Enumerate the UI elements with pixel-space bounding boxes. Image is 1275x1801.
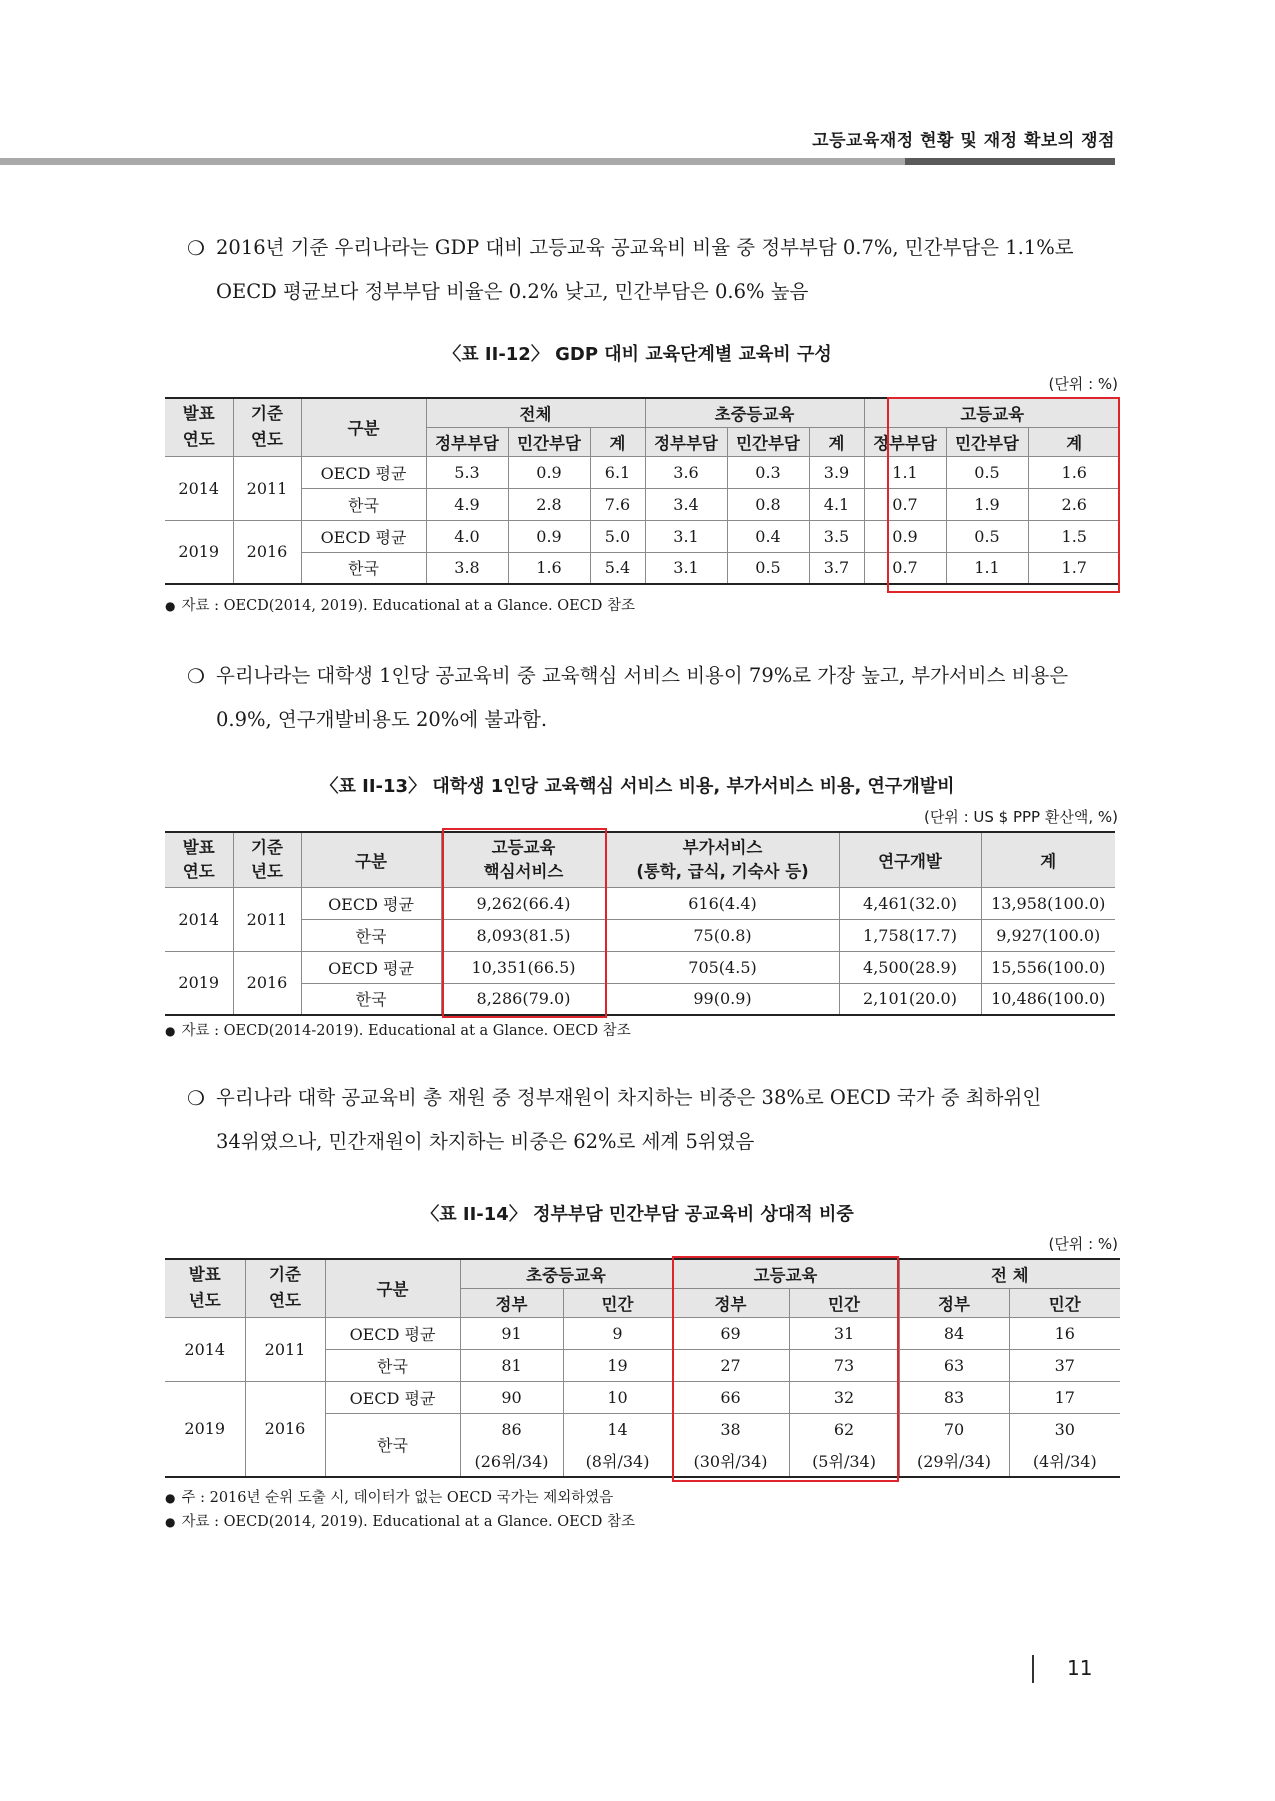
cell-base-year: 2011	[245, 1317, 325, 1381]
circle-bullet-icon: ❍	[187, 664, 205, 688]
sub-header: 정부부담	[645, 427, 727, 456]
cell: 3.7	[809, 552, 864, 584]
cell: 1,758(17.7)	[839, 919, 981, 951]
sub-header: 민간	[789, 1288, 899, 1317]
cell: 1.6	[1028, 456, 1120, 488]
sub-header: 민간부담	[508, 427, 590, 456]
bullet-icon: ●	[165, 1491, 176, 1505]
cell: 90	[460, 1381, 563, 1413]
cell: 2.8	[508, 488, 590, 520]
cell: 1.5	[1028, 520, 1120, 552]
cell: 705(4.5)	[606, 951, 839, 983]
cell-base-year: 2016	[233, 520, 301, 584]
table-13-source-note: ● 자료 : OECD(2014-2019). Educational at a Glance. OECD 참조	[165, 1023, 631, 1039]
table-13-caption: 〈표 II-13〉 대학생 1인당 교육핵심 서비스 비용, 부가서비스 비용, 연구개발비	[320, 776, 955, 797]
cell: 10,351(66.5)	[441, 951, 606, 983]
cell: 16	[1009, 1317, 1120, 1349]
group-header-k12: 초중등교육	[460, 1259, 672, 1288]
cell: 2,101(20.0)	[839, 983, 981, 1015]
table-row	[165, 919, 1115, 951]
cell: 73	[789, 1349, 899, 1381]
cell: 81	[460, 1349, 563, 1381]
cell: 66	[672, 1381, 789, 1413]
cell-label: 한국	[301, 552, 426, 584]
col-header-rnd: 연구개발	[839, 832, 981, 887]
col-header-base-year: 기준 연도	[245, 1259, 325, 1317]
paragraph-2: ❍ 우리나라는 대학생 1인당 공교육비 중 교육핵심 서비스 비용이 79%로 가장 높고, 부가서비스 비용은 0.9%, 연구개발비용도 20%에 불과함.	[190, 654, 1120, 742]
cell-label: 한국	[325, 1349, 460, 1381]
cell: 3.8	[426, 552, 508, 584]
cell-rank: (29위/34)	[899, 1445, 1009, 1477]
group-header-higher-ed: 고등교육	[864, 398, 1120, 427]
cell-label: OECD 평균	[301, 951, 441, 983]
col-header-year: 발표 연도	[165, 398, 233, 456]
cell: 1.6	[508, 552, 590, 584]
bullet-icon: ●	[165, 1024, 176, 1038]
group-header-total: 전 체	[899, 1259, 1120, 1288]
table-13	[165, 831, 1115, 1016]
table-14-source-note: ● 자료 : OECD(2014, 2019). Educational at a Glance. OECD 참조	[165, 1514, 636, 1530]
header-rule-accent	[905, 158, 1115, 165]
table-12-caption: 〈표 II-12〉 GDP 대비 교육단계별 교육비 구성	[443, 344, 832, 365]
cell: 6.1	[590, 456, 645, 488]
paragraph-1: ❍ 2016년 기준 우리나라는 GDP 대비 고등교육 공교육비 비율 중 정부부담 0.7%, 민간부담은 1.1%로 OECD 평균보다 정부부담 비율은 0.2% 낮고, 민간부담은 0.6% 높음	[190, 226, 1120, 314]
cell: 1.7	[1028, 552, 1120, 584]
cell-label: 한국	[301, 919, 441, 951]
sub-header: 정부	[672, 1288, 789, 1317]
col-header-category: 구분	[301, 832, 441, 887]
col-header-ancillary: 부가서비스 (통학, 급식, 기숙사 등)	[606, 832, 839, 887]
sub-header: 정부	[899, 1288, 1009, 1317]
col-header-base-year: 기준 연도	[233, 398, 301, 456]
table-14-unit: (단위 : %)	[1048, 1235, 1118, 1253]
cell: 0.7	[864, 552, 946, 584]
cell-year: 2014	[165, 1317, 245, 1381]
cell-rank: (8위/34)	[563, 1445, 672, 1477]
table-row	[165, 983, 1115, 1015]
cell: 0.8	[727, 488, 809, 520]
group-header-total: 전체	[426, 398, 645, 427]
cell-base-year: 2011	[233, 456, 301, 520]
cell: 30	[1009, 1413, 1120, 1445]
circle-bullet-icon: ❍	[187, 236, 205, 260]
col-header-core-service: 고등교육 핵심서비스	[441, 832, 606, 887]
cell: 0.9	[508, 456, 590, 488]
cell: 5.4	[590, 552, 645, 584]
cell: 32	[789, 1381, 899, 1413]
cell-base-year: 2016	[245, 1381, 325, 1477]
sub-header: 민간	[1009, 1288, 1120, 1317]
cell: 69	[672, 1317, 789, 1349]
table-row	[165, 951, 1115, 983]
bullet-icon: ●	[165, 1515, 176, 1529]
sub-header: 정부부담	[426, 427, 508, 456]
cell: 1.1	[946, 552, 1028, 584]
cell: 8,286(79.0)	[441, 983, 606, 1015]
page-number-divider	[1032, 1655, 1034, 1683]
table-12-source-note: ● 자료 : OECD(2014, 2019). Educational at a Glance. OECD 참조	[165, 598, 636, 614]
cell: 3.4	[645, 488, 727, 520]
cell: 9,927(100.0)	[981, 919, 1115, 951]
cell: 31	[789, 1317, 899, 1349]
group-header-k12: 초중등교육	[645, 398, 864, 427]
cell: 9	[563, 1317, 672, 1349]
cell: 99(0.9)	[606, 983, 839, 1015]
cell: 15,556(100.0)	[981, 951, 1115, 983]
cell: 38	[672, 1413, 789, 1445]
cell: 27	[672, 1349, 789, 1381]
cell-label: OECD 평균	[325, 1381, 460, 1413]
sub-header: 민간부담	[946, 427, 1028, 456]
table-14-caption: 〈표 II-14〉 정부부담 민간부담 공교육비 상대적 비중	[421, 1204, 854, 1225]
sub-header: 계	[590, 427, 645, 456]
cell: 1.9	[946, 488, 1028, 520]
highlight-box	[887, 397, 1120, 593]
sub-header: 정부	[460, 1288, 563, 1317]
group-header-higher-ed: 고등교육	[672, 1259, 899, 1288]
cell: 0.5	[727, 552, 809, 584]
cell-rank: (26위/34)	[460, 1445, 563, 1477]
highlight-box	[672, 1256, 899, 1482]
table-13-unit: (단위 : US $ PPP 환산액, %)	[923, 808, 1118, 826]
cell: 91	[460, 1317, 563, 1349]
table-14	[165, 1258, 1120, 1478]
cell: 4,461(32.0)	[839, 887, 981, 919]
cell: 0.7	[864, 488, 946, 520]
cell: 0.5	[946, 520, 1028, 552]
cell-label: 한국	[301, 488, 426, 520]
sub-header: 계	[809, 427, 864, 456]
col-header-category: 구분	[325, 1259, 460, 1317]
cell-year: 2019	[165, 520, 233, 584]
cell: 3.1	[645, 520, 727, 552]
cell-year: 2019	[165, 1381, 245, 1477]
cell-label: 한국	[325, 1413, 460, 1477]
cell: 7.6	[590, 488, 645, 520]
cell: 5.0	[590, 520, 645, 552]
page-number: 11	[1067, 1656, 1093, 1680]
cell: 75(0.8)	[606, 919, 839, 951]
table-row	[165, 1381, 1120, 1413]
sub-header: 민간부담	[727, 427, 809, 456]
paragraph-3: ❍ 우리나라 대학 공교육비 총 재원 중 정부재원이 차지하는 비중은 38%로 OECD 국가 중 최하위인 34위였으나, 민간재원이 차지하는 비중은 62%로 세계 5위였음	[190, 1076, 1120, 1164]
cell: 84	[899, 1317, 1009, 1349]
cell-rank: (5위/34)	[789, 1445, 899, 1477]
cell: 3.9	[809, 456, 864, 488]
cell: 70	[899, 1413, 1009, 1445]
cell: 0.3	[727, 456, 809, 488]
cell: 86	[460, 1413, 563, 1445]
sub-header: 민간	[563, 1288, 672, 1317]
cell-year: 2019	[165, 951, 233, 1015]
cell: 4,500(28.9)	[839, 951, 981, 983]
col-header-year: 발표 연도	[165, 832, 233, 887]
cell: 0.5	[946, 456, 1028, 488]
cell: 9,262(66.4)	[441, 887, 606, 919]
col-header-base-year: 기준 년도	[233, 832, 301, 887]
cell: 8,093(81.5)	[441, 919, 606, 951]
running-header: 고등교육재정 현황 및 재정 확보의 쟁점	[812, 131, 1115, 151]
cell: 3.6	[645, 456, 727, 488]
cell-label: 한국	[301, 983, 441, 1015]
cell-label: OECD 평균	[301, 520, 426, 552]
cell: 17	[1009, 1381, 1120, 1413]
highlight-box	[442, 828, 607, 1018]
cell: 5.3	[426, 456, 508, 488]
cell: 37	[1009, 1349, 1120, 1381]
table-14-note: ● 주 : 2016년 순위 도출 시, 데이터가 없는 OECD 국가는 제외하였음	[165, 1490, 614, 1506]
cell: 13,958(100.0)	[981, 887, 1115, 919]
cell-label: OECD 평균	[301, 887, 441, 919]
sub-header: 정부부담	[864, 427, 946, 456]
bullet-icon: ●	[165, 599, 176, 613]
table-12-unit: (단위 : %)	[1048, 375, 1118, 393]
cell: 19	[563, 1349, 672, 1381]
cell: 10,486(100.0)	[981, 983, 1115, 1015]
cell-label: OECD 평균	[301, 456, 426, 488]
cell: 3.1	[645, 552, 727, 584]
cell-year: 2014	[165, 887, 233, 951]
cell: 4.9	[426, 488, 508, 520]
cell-label: OECD 평균	[325, 1317, 460, 1349]
cell: 3.5	[809, 520, 864, 552]
cell: 14	[563, 1413, 672, 1445]
sub-header: 계	[1028, 427, 1120, 456]
circle-bullet-icon: ❍	[187, 1086, 205, 1110]
cell: 4.1	[809, 488, 864, 520]
cell: 10	[563, 1381, 672, 1413]
col-header-total: 계	[981, 832, 1115, 887]
table-row	[165, 887, 1115, 919]
col-header-category: 구분	[301, 398, 426, 456]
cell-base-year: 2016	[233, 951, 301, 1015]
cell: 2.6	[1028, 488, 1120, 520]
table-row	[165, 1317, 1120, 1349]
cell: 4.0	[426, 520, 508, 552]
cell-base-year: 2011	[233, 887, 301, 951]
cell: 0.4	[727, 520, 809, 552]
cell: 62	[789, 1413, 899, 1445]
cell: 1.1	[864, 456, 946, 488]
cell: 616(4.4)	[606, 887, 839, 919]
cell: 83	[899, 1381, 1009, 1413]
cell: 0.9	[864, 520, 946, 552]
col-header-year: 발표 년도	[165, 1259, 245, 1317]
cell: 0.9	[508, 520, 590, 552]
cell-year: 2014	[165, 456, 233, 520]
cell-rank: (30위/34)	[672, 1445, 789, 1477]
cell-rank: (4위/34)	[1009, 1445, 1120, 1477]
cell: 63	[899, 1349, 1009, 1381]
